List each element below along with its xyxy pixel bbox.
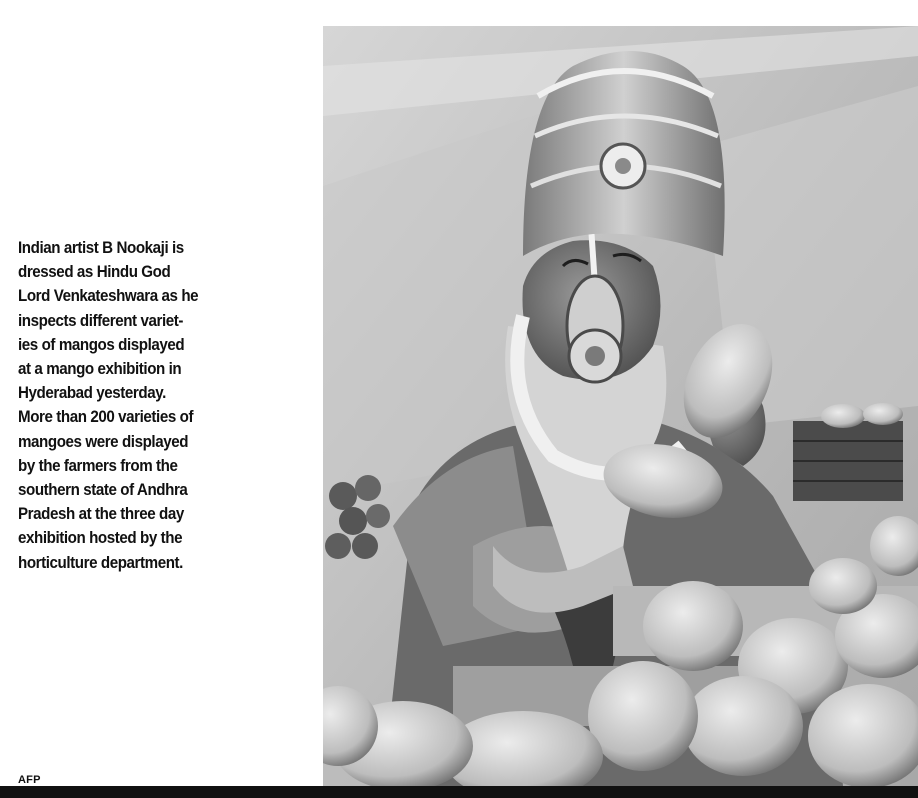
caption-line: Lord Venkateshwara as he (18, 287, 199, 306)
caption-line: mangoes were displayed (18, 432, 189, 451)
caption-line: dressed as Hindu God (18, 263, 171, 282)
caption-line: Indian artist B Nookaji is (18, 239, 184, 257)
caption-line: More than 200 varieties of (18, 408, 194, 427)
caption-line: inspects different variet- (18, 311, 183, 330)
photo-credit: AFP (18, 774, 41, 786)
bottom-rule (0, 786, 918, 798)
caption-line: horticulture department. (18, 553, 183, 572)
caption-line: southern state of Andhra (18, 481, 188, 500)
news-photo (323, 26, 918, 786)
caption-line: Pradesh at the three day (18, 505, 184, 524)
caption-line: Hyderabad yesterday. (18, 384, 166, 403)
caption-line: exhibition hosted by the (18, 529, 183, 548)
caption-line: at a mango exhibition in (18, 360, 182, 379)
caption-line: ies of mangos displayed (18, 335, 185, 354)
caption-line: by the farmers from the (18, 456, 178, 475)
photo-caption (18, 236, 234, 575)
